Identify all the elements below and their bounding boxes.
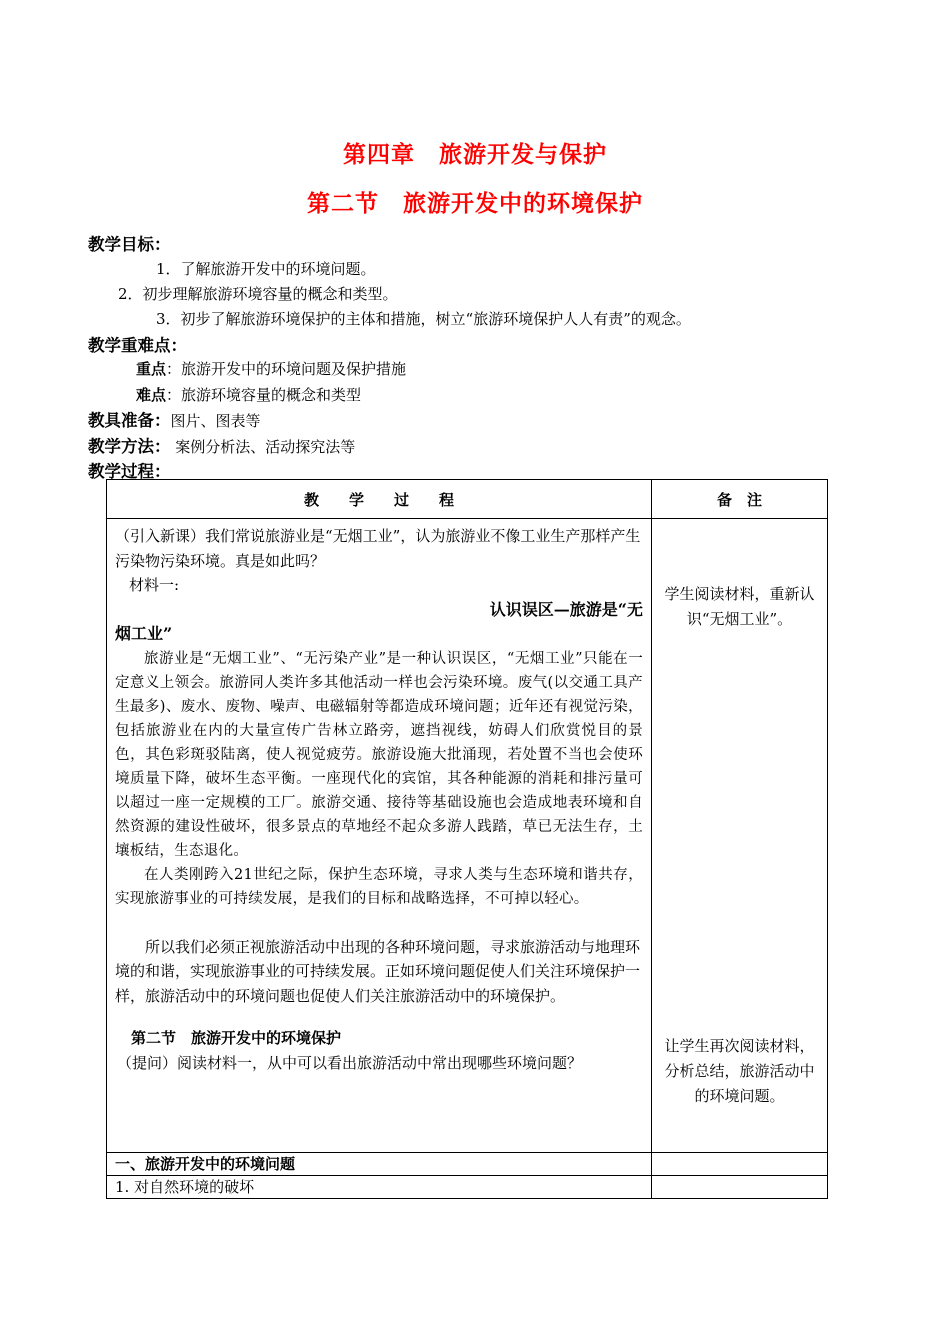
notes-column-header: 备 注 — [652, 480, 828, 519]
section-heading-inline: 第二节 旅游开发中的环境保护 — [131, 1029, 342, 1047]
process-table — [106, 479, 828, 1199]
material-paragraph-2: 在人类刚跨入21世纪之际，保护生态环境，寻求人类与生态环境和谐共存，实现旅游事业的可持续发展，是我们的目标和战略选择，不可掉以轻心。 — [115, 866, 643, 907]
process-content-cell — [107, 519, 652, 1153]
intro-paragraph: （引入新课）我们常说旅游业是“无烟工业”，认为旅游业不像工业生产那样产生污染物污染环境。真是如此吗？ — [115, 527, 641, 570]
note-2: 让学生再次阅读材料，分析总结，旅游活动中的环境问题。 — [664, 1037, 815, 1105]
blank-line — [115, 1008, 643, 1026]
blank-line — [115, 911, 643, 935]
notes-cell — [652, 519, 828, 1153]
natural-damage-item: 1. 对自然环境的破坏 — [107, 1176, 652, 1199]
methods-line — [88, 433, 355, 457]
material-title-b: 烟工业” — [115, 624, 173, 643]
difficult-label: 难点 — [136, 386, 167, 404]
note-1: 学生阅读材料，重新认识“无烟工业”。 — [664, 585, 815, 628]
process-heading: 教学过程： — [88, 462, 171, 481]
key-point — [136, 358, 406, 379]
difficult-point — [136, 384, 361, 405]
process-column-header: 教 学 过 程 — [107, 480, 652, 519]
keypoints-heading: 教学重难点： — [88, 336, 187, 355]
key-text: ：旅游开发中的环境问题及保护措施 — [166, 360, 407, 378]
material-label: 材料一: — [129, 576, 180, 594]
material-title-a: 认识误区—旅游是“无 — [489, 599, 643, 619]
empty-note-cell — [652, 1176, 828, 1199]
tools-label: 教具准备： — [88, 411, 171, 430]
question-line: （提问）阅读材料一，从中可以看出旅游活动中常出现哪些环境问题？ — [117, 1053, 583, 1072]
difficult-text: ：旅游环境容量的概念和类型 — [166, 386, 362, 404]
material-paragraph-1: 旅游业是“无烟工业”、“无污染产业”是一种认识误区，“无烟工业”只能在一定意义上领会。旅游同人类许多其他活动一样也会污染环境。废气(以交通工具产生最多)、废水、废物、噪声、电磁辐射等都造成环境问题；近年还有视觉污染，包括旅游业在内的大量宣传广告林立路旁，遮挡视线，妨碍人们欣赏悦目的景色，其色彩斑驳陆离，使人视觉疲劳。旅游设施大批涌现，若处置不当也会使环境质量下降，破坏生态平衡。一座现代化的宾馆，其各种能源的消耗和排污量可以超过一座一定规模的工厂。旅游交通、接待等基础设施也会造成地表环境和自然资源的建设性破坏，很多景点的草地经不起众多游人践踏，草已无法生存，土壤板结，生态退化。 — [115, 650, 643, 859]
environment-issues-heading: 一、旅游开发中的环境问题 — [107, 1153, 652, 1176]
empty-note-cell — [652, 1153, 828, 1176]
key-label: 重点 — [136, 360, 167, 378]
methods-label: 教学方法： — [88, 437, 171, 456]
tools-text: 图片、图表等 — [170, 412, 261, 430]
objectives-heading: 教学目标： — [88, 235, 171, 254]
tools-line — [88, 407, 261, 431]
objective-1: 1．了解旅游开发中的环境问题。 — [156, 260, 376, 278]
objective-2: 2．初步理解旅游环境容量的概念和类型。 — [118, 285, 398, 303]
so-paragraph: 所以我们必须正视旅游活动中出现的各种环境问题，寻求旅游活动与地理环境的和谐，实现旅游事业的可持续发展。正如环境问题促使人们关注环境保护一样，旅游活动中的环境问题也促使人们关注旅游活动中的环境保护。 — [115, 937, 641, 1005]
objective-3: 3．初步了解旅游环境保护的主体和措施，树立“旅游环境保护人人有责”的观念。 — [156, 310, 691, 328]
section-title: 第二节 旅游开发中的环境保护 — [307, 190, 643, 217]
methods-text: 案例分析法、活动探究法等 — [170, 438, 356, 456]
chapter-title: 第四章 旅游开发与保护 — [343, 141, 607, 168]
